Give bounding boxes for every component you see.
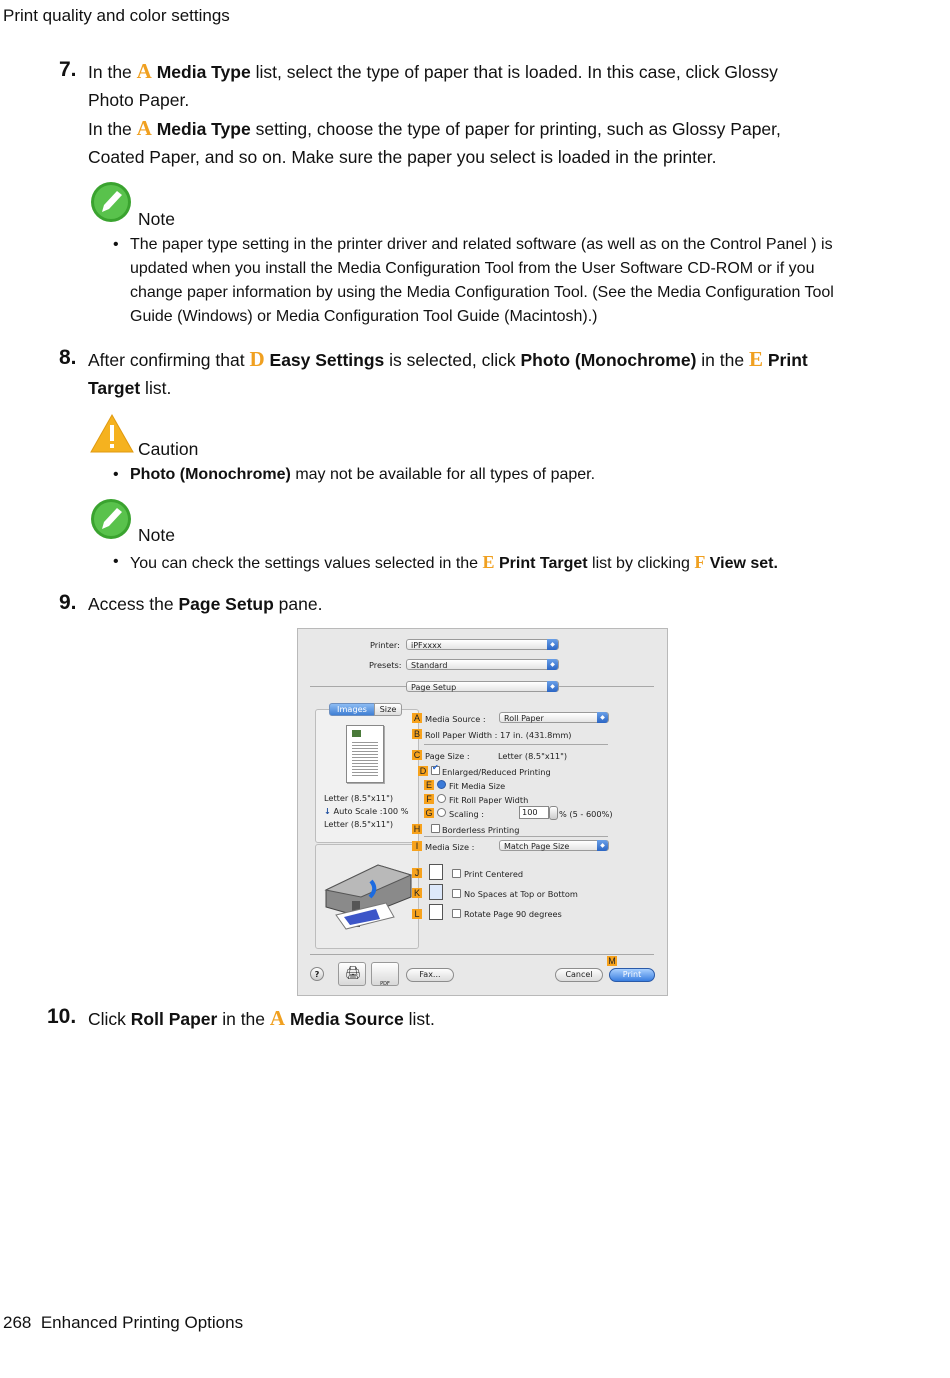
page-size-value: Letter (8.5"x11") <box>498 751 568 761</box>
caution-icon <box>89 413 135 455</box>
fit-media-radio[interactable] <box>437 780 446 789</box>
callout-tag-e: E <box>425 780 432 790</box>
page-number: 268 <box>3 1313 32 1332</box>
presets-popup[interactable]: Standard ◆ <box>406 659 559 670</box>
caution-label: Caution <box>138 439 199 459</box>
step-9-line: Access the Page Setup pane. <box>88 594 323 614</box>
borderless-checkbox[interactable] <box>431 824 440 833</box>
callout-tag-f: F <box>424 794 434 804</box>
preview-info-line: Letter (8.5"x11") <box>324 819 394 829</box>
callout-tag-b: B <box>413 729 420 739</box>
page-size-label: Page Size : <box>425 751 470 761</box>
scaling-input[interactable]: 100 <box>519 806 549 819</box>
callout-letter: D <box>249 347 265 371</box>
scaling-label: Scaling : <box>449 809 485 819</box>
callout-tag-i: I <box>412 841 422 851</box>
rotate-label: Rotate Page 90 degrees <box>464 909 562 919</box>
callout-letter: E <box>482 552 495 572</box>
callout-letter: E <box>748 347 763 371</box>
borderless-label: Borderless Printing <box>442 825 520 835</box>
popup-arrow-icon: ◆ <box>597 712 608 723</box>
step-8-number: 8. <box>59 346 77 369</box>
printer-label: Printer: <box>370 640 400 650</box>
no-spaces-label: No Spaces at Top or Bottom <box>464 889 578 899</box>
callout-tag-k: K <box>413 888 420 898</box>
tab-images[interactable]: Images <box>329 703 375 716</box>
pdf-button[interactable] <box>371 962 399 986</box>
page-preview <box>346 725 384 783</box>
rotate-icon <box>429 904 443 920</box>
cancel-button[interactable]: Cancel <box>555 968 603 982</box>
popup-arrow-icon: ◆ <box>547 639 558 650</box>
callout-letter: F <box>694 552 706 572</box>
utility-button[interactable] <box>338 962 366 986</box>
step-7-line-2: Photo Paper. <box>88 90 190 110</box>
callout-tag-h: H <box>413 824 421 834</box>
preview-info-line: Letter (8.5"x11") <box>324 793 394 803</box>
note-bullet: • The paper type setting in the printer driver and related software (as well as on the Control Panel ) is <box>113 236 833 253</box>
print-centered-checkbox[interactable] <box>452 869 461 878</box>
callout-tag-l: L <box>412 909 422 919</box>
note-icon <box>90 498 134 542</box>
fax-button[interactable]: Fax... <box>406 968 454 982</box>
enlarged-checkbox[interactable] <box>431 763 440 775</box>
printer-popup[interactable]: iPFxxxx ◆ <box>406 639 559 650</box>
help-button[interactable]: ? <box>310 967 324 981</box>
popup-arrow-icon: ◆ <box>597 840 608 851</box>
step-7-line-3: In the A Media Type setting, choose the type of paper for printing, such as Glossy Paper, <box>88 116 781 140</box>
step-10-line: Click Roll Paper in the A Media Source list. <box>88 1006 435 1030</box>
roll-paper-width: Roll Paper Width : 17 in. (431.8mm) <box>425 730 572 740</box>
pane-popup[interactable]: Page Setup ◆ <box>406 681 559 692</box>
callout-tag-j: J <box>412 868 422 878</box>
footer-section: Enhanced Printing Options <box>40 1313 244 1332</box>
check-icon: ✔ <box>432 763 439 772</box>
fit-roll-radio[interactable] <box>437 794 446 803</box>
pdf-icon: PDF <box>380 981 390 987</box>
fit-roll-label: Fit Roll Paper Width <box>449 795 529 805</box>
media-size-popup[interactable]: Match Page Size ◆ <box>499 840 609 851</box>
rotate-checkbox[interactable] <box>452 909 461 918</box>
printer-illustration-icon <box>316 845 416 945</box>
media-source-popup[interactable]: Roll Paper ◆ <box>499 712 609 723</box>
note-line: updated when you install the Media Configuration Tool from the User Software CD-ROM or if you <box>130 260 815 277</box>
printer-image-panel <box>315 844 419 949</box>
no-spaces-checkbox[interactable] <box>452 889 461 898</box>
note-icon <box>90 181 134 225</box>
callout-tag-g: G <box>425 808 433 818</box>
popup-arrow-icon: ◆ <box>547 659 558 670</box>
media-source-label: Media Source : <box>425 714 486 724</box>
caution-bullet: • Photo (Monochrome) may not be available for all types of paper. <box>113 466 596 483</box>
page-footer <box>3 1313 243 1333</box>
print-centered-icon <box>429 864 443 880</box>
fit-media-label: Fit Media Size <box>449 781 506 791</box>
no-spaces-icon <box>429 884 443 900</box>
step-7-line-1: In the A Media Type list, select the type of paper that is loaded. In this case, click Glossy <box>88 59 778 83</box>
callout-letter: A <box>136 59 152 83</box>
note-bullet: • You can check the settings values selected in the E Print Target list by clicking F View set. <box>113 552 778 572</box>
tab-size[interactable]: Size <box>374 703 402 716</box>
note-line: change paper information by using the Media Configuration Tool. (See the Media Configuration Tool <box>130 284 834 301</box>
note-label: Note <box>138 209 175 229</box>
callout-letter: A <box>269 1006 286 1030</box>
print-centered-label: Print Centered <box>464 869 524 879</box>
presets-label: Presets: <box>369 660 402 670</box>
callout-letter: A <box>136 116 152 140</box>
callout-tag-a: A <box>413 713 420 723</box>
scaling-stepper[interactable] <box>549 806 558 820</box>
step-8-line-1: After confirming that D Easy Settings is selected, click Photo (Monochrome) in the E Print <box>88 347 808 371</box>
note-label: Note <box>138 525 175 545</box>
popup-arrow-icon: ◆ <box>547 681 558 692</box>
callout-tag-m: M <box>608 956 616 966</box>
scaling-range: % (5 - 600%) <box>559 809 613 819</box>
step-7-number: 7. <box>59 58 77 81</box>
print-button[interactable]: Print <box>609 968 655 982</box>
step-7-line-4: Coated Paper, and so on. Make sure the paper you select is loaded in the printer. <box>88 147 717 167</box>
callout-tag-d: D <box>419 766 427 776</box>
step-9-number: 9. <box>59 591 77 614</box>
enlarged-label: Enlarged/Reduced Printing <box>442 767 551 777</box>
page-setup-dialog-screenshot <box>297 628 668 996</box>
note-line: Guide (Windows) or Media Configuration Tool Guide (Macintosh).) <box>130 308 598 325</box>
scaling-radio[interactable] <box>437 808 446 817</box>
step-10-number: 10. <box>47 1005 77 1028</box>
running-header: Print quality and color settings <box>3 6 230 25</box>
media-size-label: Media Size : <box>425 842 475 852</box>
step-8-line-2: Target list. <box>88 378 172 398</box>
preview-info-line: ↓ Auto Scale :100 % <box>324 806 409 816</box>
printer-tool-icon: 🖨 <box>345 966 362 981</box>
down-arrow-icon: ↓ <box>324 806 331 816</box>
callout-tag-c: C <box>413 750 421 760</box>
